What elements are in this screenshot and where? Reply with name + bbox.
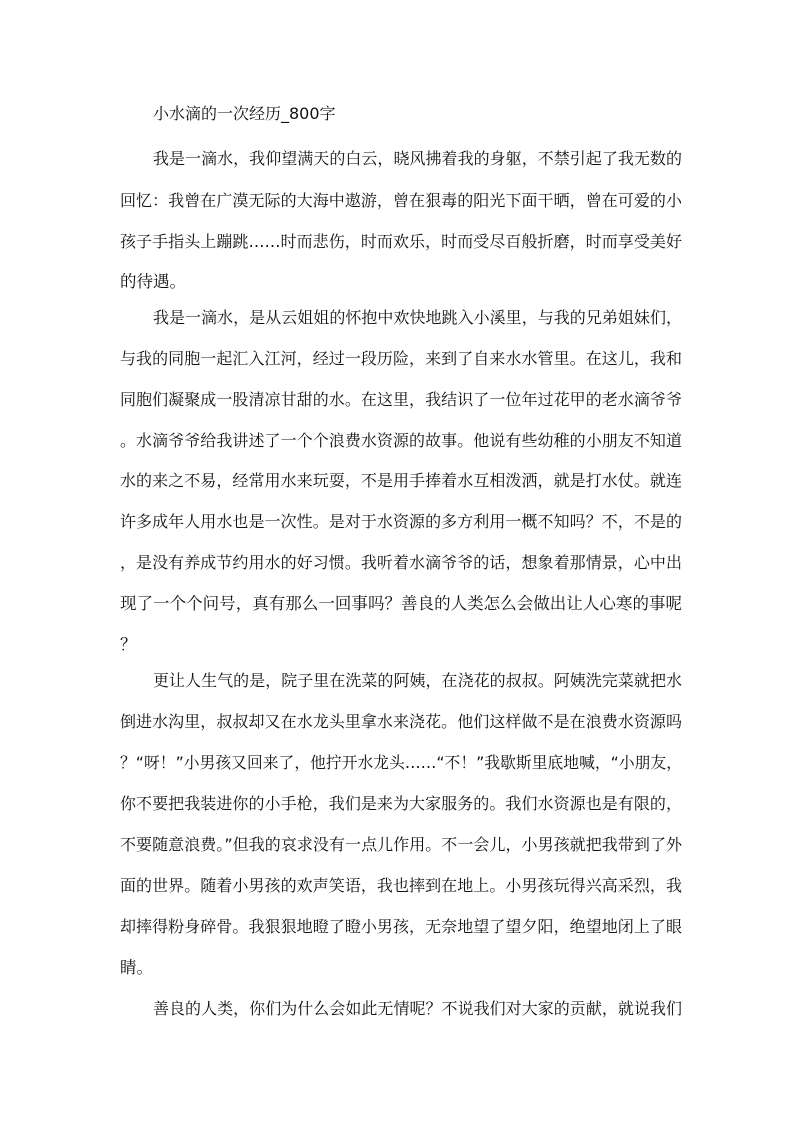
paragraph-3-line-5: 不要随意浪费。”但我的哀求没有一点儿作用。不一会儿，小男孩就把我带到了外	[120, 835, 682, 854]
paragraph-3-line-4: 你不要把我装进你的小手枪，我们是来为大家服务的。我们水资源也是有限的，	[120, 794, 682, 813]
paragraph-3-line-2: 倒进水沟里，叔叔却又在水龙头里拿水来浇花。他们这样做不是在浪费水资源吗	[120, 712, 682, 731]
paragraph-2-line-1: 我是一滴水，是从云姐姐的怀抱中欢快地跳入小溪里，与我的兄弟姐妹们，	[153, 308, 682, 327]
paragraph-3-line-6: 面的世界。随着小男孩的欢声笑语，我也摔到在地上。小男孩玩得兴高采烈，我	[120, 876, 682, 895]
paragraph-2-line-9: ？	[120, 635, 137, 654]
paragraph-2-line-2: 与我的同胞一起汇入江河，经过一段历险，来到了自来水水管里。在这儿，我和	[120, 349, 682, 368]
paragraph-1-line-4: 的待遇。	[120, 272, 186, 291]
paragraph-1-line-3: 孩子手指头上蹦跳……时而悲伤，时而欢乐，时而受尽百般折磨，时而享受美好	[120, 232, 682, 251]
paragraph-3-line-1: 更让人生气的是，院子里在洗菜的阿姨，在浇花的叔叔。阿姨洗完菜就把水	[153, 671, 682, 690]
document-title: 小水滴的一次经历_800字	[153, 104, 336, 123]
paragraph-2-line-4: 。水滴爷爷给我讲述了一个个浪费水资源的故事。他说有些幼稚的小朋友不知道	[120, 431, 682, 450]
paragraph-2-line-8: 现了一个个问号，真有那么一回事吗？善良的人类怎么会做出让人心寒的事呢	[120, 594, 682, 613]
paragraph-2-line-7: ，是没有养成节约用水的好习惯。我听着水滴爷爷的话，想象着那情景，心中出	[120, 553, 682, 572]
paragraph-1-line-1: 我是一滴水，我仰望满天的白云，晓风拂着我的身躯，不禁引起了我无数的	[153, 149, 682, 168]
paragraph-3-line-8: 睛。	[120, 958, 153, 977]
paragraph-1-line-2: 回忆：我曾在广漠无际的大海中遨游，曾在狠毒的阳光下面干晒，曾在可爱的小	[120, 191, 682, 210]
paragraph-3-line-3: ？“呀！”小男孩又回来了，他拧开水龙头……“不！”我歇斯里底地喊，“小朋友，	[120, 753, 682, 772]
paragraph-2-line-5: 水的来之不易，经常用水来玩耍，不是用手捧着水互相泼洒，就是打水仗。就连	[120, 471, 682, 490]
paragraph-2-line-6: 许多成年人用水也是一次性。是对于水资源的多方利用一概不知吗？不，不是的	[120, 512, 682, 531]
paragraph-4-line-1: 善良的人类，你们为什么会如此无情呢？不说我们对大家的贡献，就说我们	[153, 999, 682, 1018]
paragraph-3-line-7: 却摔得粉身碎骨。我狠狠地瞪了瞪小男孩，无奈地望了望夕阳，绝望地闭上了眼	[120, 917, 682, 936]
paragraph-2-line-3: 同胞们凝聚成一股清凉甘甜的水。在这里，我结识了一位年过花甲的老水滴爷爷	[120, 390, 682, 409]
